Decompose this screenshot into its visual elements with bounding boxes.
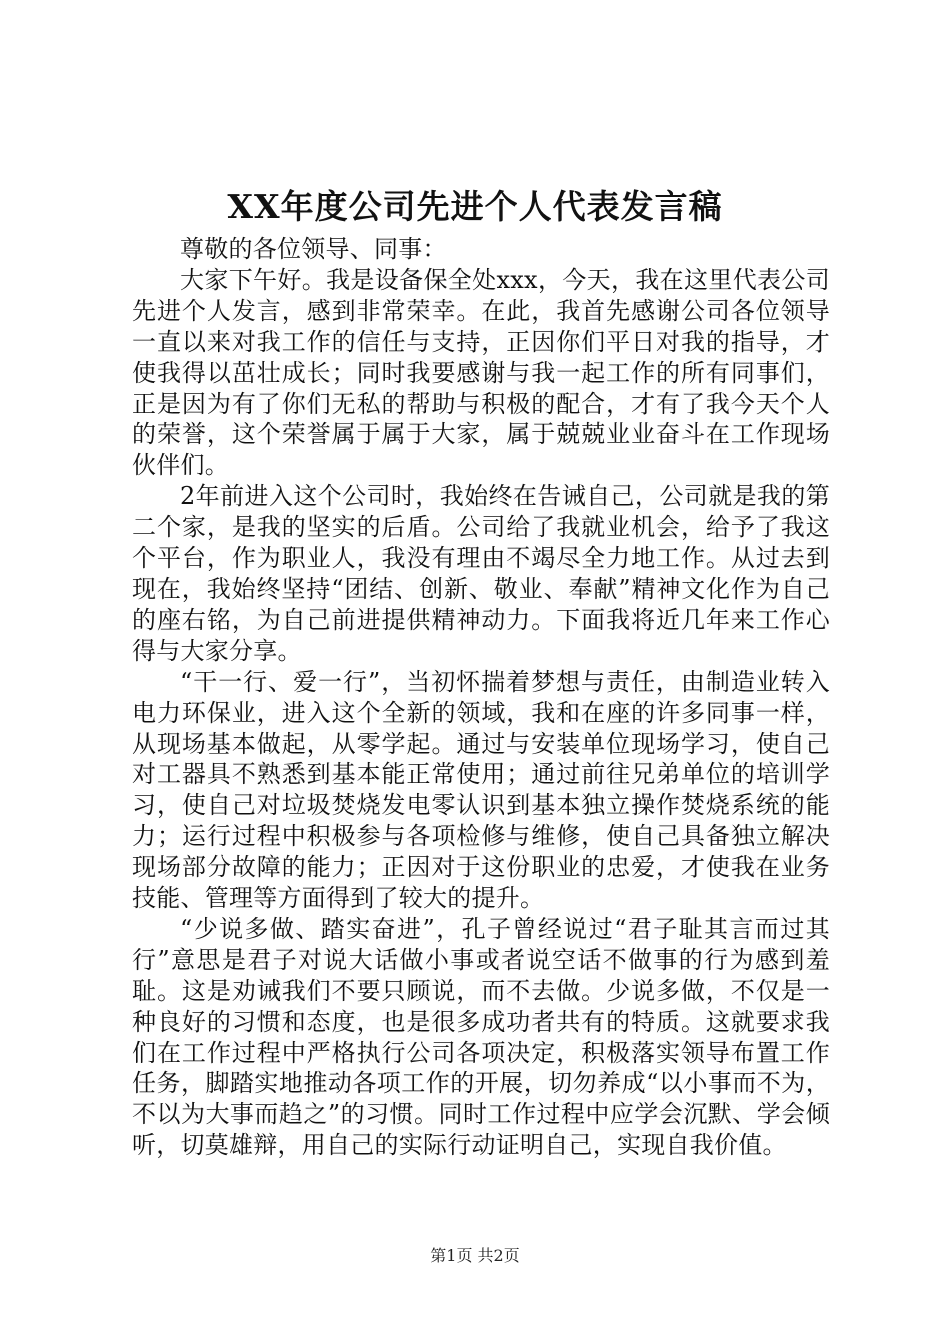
page-indicator: 第1页 共2页 bbox=[430, 1246, 520, 1265]
paragraph-4: “少说多做、踏实奋进”，孔子曾经说过“君子耻其言而过其行”意思是君子对说大话做小事或者说空话不做事的行为感到羞耻。这是劝诫我们不要只顾说，而不去做。少说多做，不仅是一种良好的习惯和态度，也是很多成功者共有的特质。这就要求我们在工作过程中严格执行公司各项决定，积极落实领导布置工作任务，脚踏实地推动各项工作的开展，切勿养成“以小事而不为，不以为大事而趋之”的习惯。同时工作过程中应学会沉默、学会倾听，切莫雄辩，用自己的实际行动证明自己，实现自我价值。 bbox=[132, 914, 830, 1160]
paragraph-1: 大家下午好。我是设备保全处xxx，今天，我在这里代表公司先进个人发言，感到非常荣幸。在此，我首先感谢公司各位领导一直以来对我工作的信任与支持，正因你们平日对我的指导，才使我得以茁壮成长；同时我要感谢与我一起工作的所有同事们，正是因为有了你们无私的帮助与积极的配合，才有了我今天个人的荣誉，这个荣誉属于属于大家，属于兢兢业业奋斗在工作现场伙伴们。 bbox=[132, 265, 830, 480]
page-footer bbox=[0, 1244, 950, 1268]
document-title: XX年度公司先进个人代表发言稿 bbox=[227, 187, 723, 226]
document-body bbox=[132, 234, 830, 1161]
paragraph-3: “干一行、爱一行”，当初怀揣着梦想与责任，由制造业转入电力环保业，进入这个全新的领域，我和在座的许多同事一样，从现场基本做起，从零学起。通过与安装单位现场学习，使自己对工器具不熟悉到基本能正常使用；通过前往兄弟单位的培训学习，使自己对垃圾焚烧发电零认识到基本独立操作焚烧系统的能力；运行过程中积极参与各项检修与维修，使自己具备独立解决现场部分故障的能力；正因对于这份职业的忠爱，才使我在业务技能、管理等方面得到了较大的提升。 bbox=[132, 667, 830, 913]
paragraph-2: 2年前进入这个公司时，我始终在告诫自己，公司就是我的第二个家，是我的坚实的后盾。公司给了我就业机会，给予了我这个平台，作为职业人，我没有理由不竭尽全力地工作。从过去到现在，我始终坚持“团结、创新、敬业、奉献”精神文化作为自己的座右铭，为自己前进提供精神动力。下面我将近几年来工作心得与大家分享。 bbox=[132, 482, 830, 665]
salutation: 尊敬的各位领导、同事： bbox=[180, 235, 447, 263]
